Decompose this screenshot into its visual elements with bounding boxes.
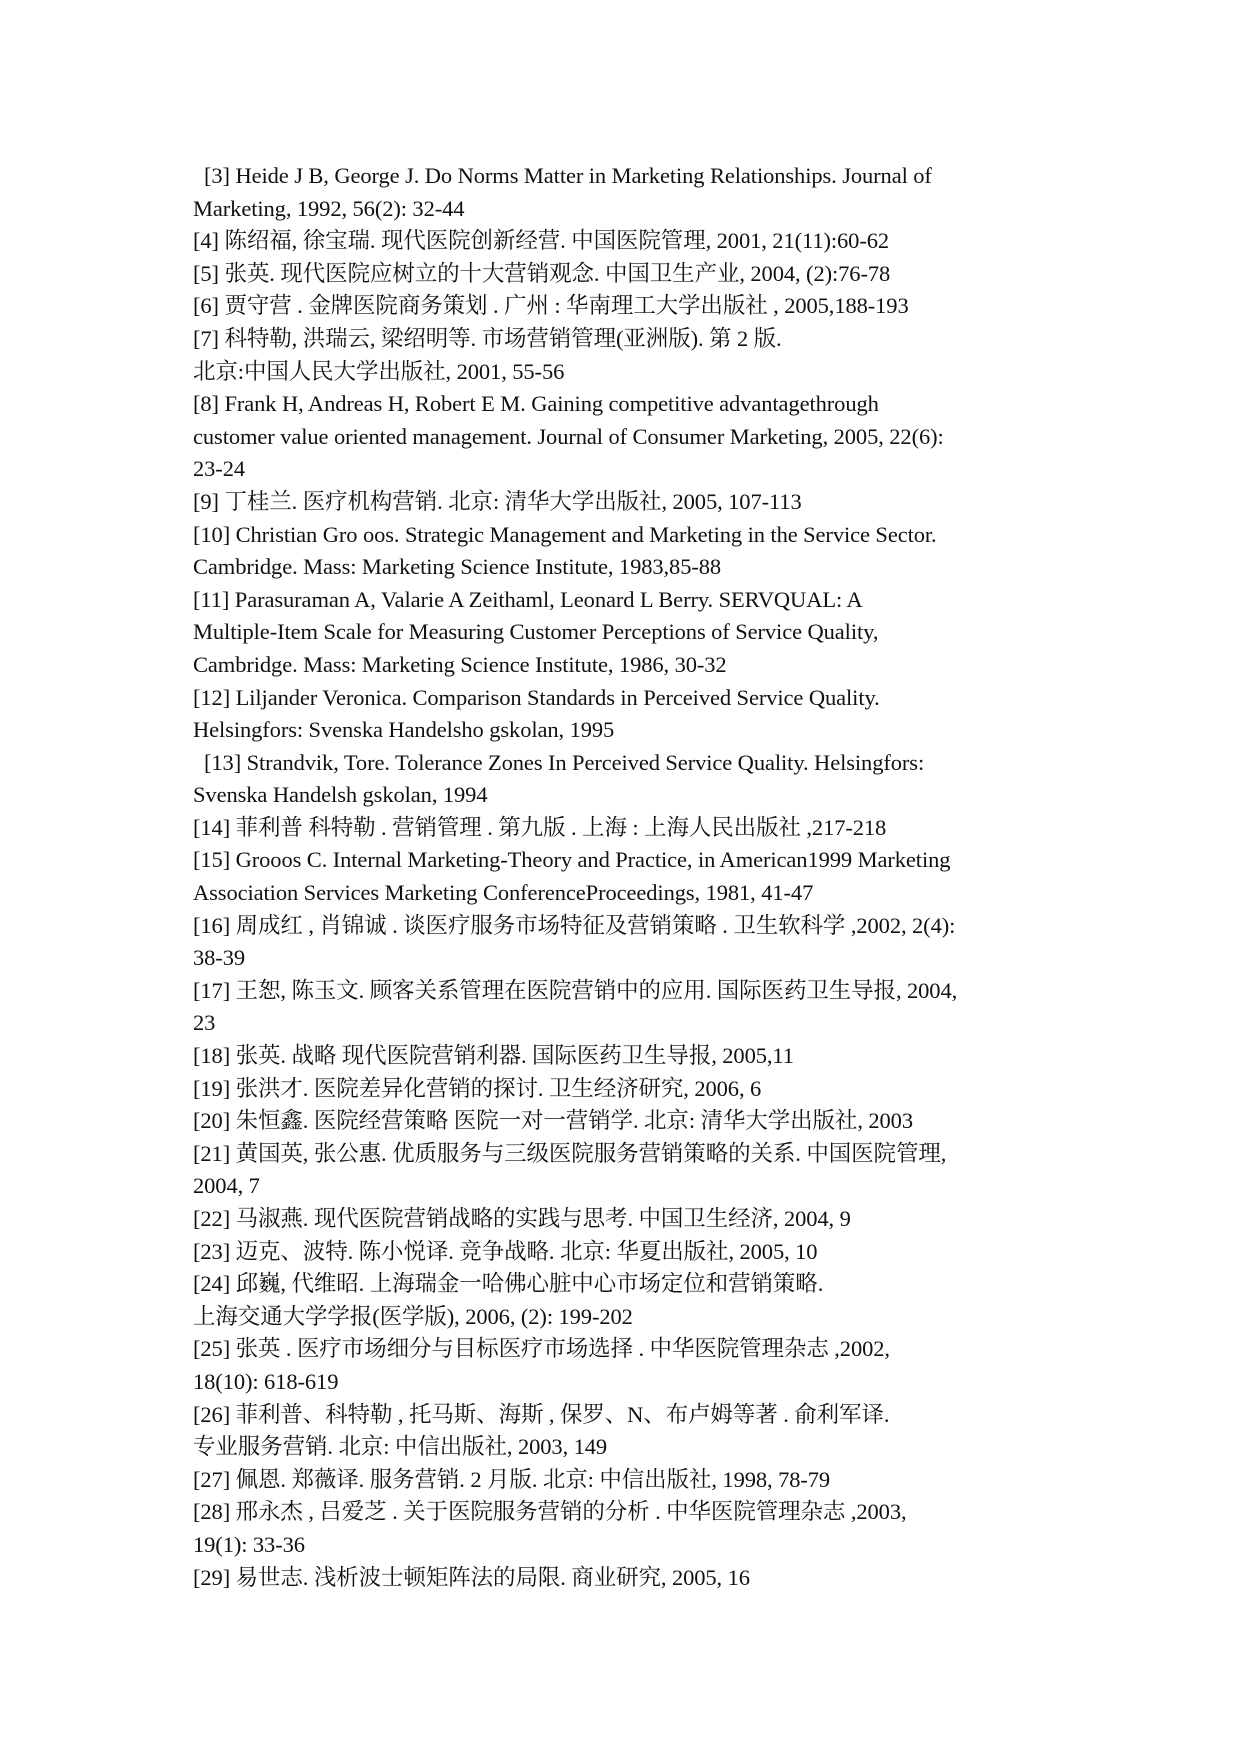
reference-line: [19] 张洪才. 医院差异化营销的探讨. 卫生经济研究, 2006, 6 [193,1075,762,1101]
reference-line: [17] 王恕, 陈玉文. 顾客关系管理在医院营销中的应用. 国际医药卫生导报, 2004, [193,977,958,1003]
reference-entry-27 [193,1464,1073,1497]
reference-line: 23-24 [193,456,245,482]
reference-entry-10 [193,519,1073,584]
reference-line: [6] 贾守营 . 金牌医院商务策划 . 广州 : 华南理工大学出版社 , 2005,188-193 [193,293,909,319]
document-page [193,160,1073,1594]
reference-entry-18 [193,1040,1073,1073]
reference-line: 北京:中国人民大学出版社, 2001, 55-56 [193,358,565,384]
reference-line: 38-39 [193,945,245,971]
reference-line: [25] 张英 . 医疗市场细分与目标医疗市场选择 . 中华医院管理杂志 ,2002, [193,1336,890,1362]
reference-line: 专业服务营销. 北京: 中信出版社, 2003, 149 [193,1434,608,1460]
reference-line: 23 [193,1010,216,1036]
reference-line: [29] 易世志. 浅析波士顿矩阵法的局限. 商业研究, 2005, 16 [193,1564,750,1590]
reference-entry-21 [193,1138,1073,1203]
reference-entry-11 [193,584,1073,682]
reference-entry-13 [193,747,1073,812]
reference-entry-17 [193,975,1073,1040]
reference-line: Association Services Marketing ConferenceProceedings, 1981, 41-47 [193,880,814,906]
reference-line: [8] Frank H, Andreas H, Robert E M. Gaining competitive advantagethrough [193,391,879,417]
reference-line: Multiple-Item Scale for Measuring Customer Perceptions of Service Quality, [193,619,879,645]
reference-line: Marketing, 1992, 56(2): 32-44 [193,195,465,221]
reference-line: Svenska Handelsh gskolan, 1994 [193,782,488,808]
reference-entry-15 [193,844,1073,909]
reference-line: [27] 佩恩. 郑薇译. 服务营销. 2 月版. 北京: 中信出版社, 1998, 78-79 [193,1466,831,1492]
reference-line: [15] Grooos C. Internal Marketing-Theory and Practice, in American1999 Marketing [193,847,951,873]
reference-entry-7 [193,323,1073,388]
reference-line: 18(10): 618-619 [193,1368,339,1394]
reference-line: [11] Parasuraman A, Valarie A Zeithaml, Leonard L Berry. SERVQUAL: A [193,586,863,612]
reference-entry-9 [193,486,1073,519]
reference-line: [7] 科特勒, 洪瑞云, 梁绍明等. 市场营销管理(亚洲版). 第 2 版. [193,325,782,351]
reference-entry-3 [193,160,1073,225]
reference-line: [9] 丁桂兰. 医疗机构营销. 北京: 清华大学出版社, 2005, 107-113 [193,488,802,514]
reference-line: customer value oriented management. Journal of Consumer Marketing, 2005, 22(6): [193,423,944,449]
reference-line: Cambridge. Mass: Marketing Science Institute, 1983,85-88 [193,554,722,580]
reference-line: 2004, 7 [193,1173,260,1199]
reference-entry-16 [193,910,1073,975]
reference-entry-28 [193,1496,1073,1561]
reference-entry-5 [193,258,1073,291]
reference-entry-26 [193,1399,1073,1464]
reference-line: [16] 周成红 , 肖锦诚 . 谈医疗服务市场特征及营销策略 . 卫生软科学 ,2002, 2(4): [193,912,956,938]
reference-line: Helsingfors: Svenska Handelsho gskolan, 1995 [193,717,615,743]
reference-entry-22 [193,1203,1073,1236]
reference-line: [18] 张英. 战略 现代医院营销利器. 国际医药卫生导报, 2005,11 [193,1043,794,1069]
reference-entry-23 [193,1236,1073,1269]
reference-line: [10] Christian Gro oos. Strategic Management and Marketing in the Service Sector. [193,521,937,547]
reference-entry-24 [193,1268,1073,1333]
reference-line: 上海交通大学学报(医学版), 2006, (2): 199-202 [193,1303,633,1329]
reference-line: [14] 菲利普 科特勒 . 营销管理 . 第九版 . 上海 : 上海人民出版社 ,217-218 [193,814,887,840]
reference-line: [12] Liljander Veronica. Comparison Standards in Perceived Service Quality. [193,684,880,710]
reference-entry-6 [193,290,1073,323]
reference-line: [24] 邱巍, 代维昭. 上海瑞金一哈佛心脏中心市场定位和营销策略. [193,1271,824,1297]
reference-line: Cambridge. Mass: Marketing Science Institute, 1986, 30-32 [193,651,727,677]
reference-list [193,160,1073,1594]
reference-entry-4 [193,225,1073,258]
reference-line: [26] 菲利普、科特勒 , 托马斯、海斯 , 保罗、N、布卢姆等著 . 俞利军译. [193,1401,890,1427]
reference-line: [21] 黄国英, 张公惠. 优质服务与三级医院服务营销策略的关系. 中国医院管理, [193,1140,947,1166]
reference-entry-19 [193,1073,1073,1106]
reference-line: [4] 陈绍福, 徐宝瑞. 现代医院创新经营. 中国医院管理, 2001, 21(11):60-62 [193,228,890,254]
reference-entry-14 [193,812,1073,845]
reference-line: [5] 张英. 现代医院应树立的十大营销观念. 中国卫生产业, 2004, (2):76-78 [193,260,891,286]
reference-entry-12 [193,682,1073,747]
reference-line: [3] Heide J B, George J. Do Norms Matter in Marketing Relationships. Journal of [204,163,932,188]
reference-entry-29 [193,1562,1073,1595]
reference-entry-8 [193,388,1073,486]
reference-entry-20 [193,1105,1073,1138]
reference-line: [22] 马淑燕. 现代医院营销战略的实践与思考. 中国卫生经济, 2004, 9 [193,1206,851,1231]
reference-line: [20] 朱恒鑫. 医院经营策略 医院一对一营销学. 北京: 清华大学出版社, 2003 [193,1108,913,1134]
reference-line: [28] 邢永杰 , 吕爱芝 . 关于医院服务营销的分析 . 中华医院管理杂志 ,2003, [193,1499,907,1525]
reference-line: [23] 迈克、波特. 陈小悦译. 竞争战略. 北京: 华夏出版社, 2005, 10 [193,1238,818,1264]
reference-entry-25 [193,1333,1073,1398]
reference-line: [13] Strandvik, Tore. Tolerance Zones In Perceived Service Quality. Helsingfors: [204,749,925,775]
reference-line: 19(1): 33-36 [193,1531,305,1557]
